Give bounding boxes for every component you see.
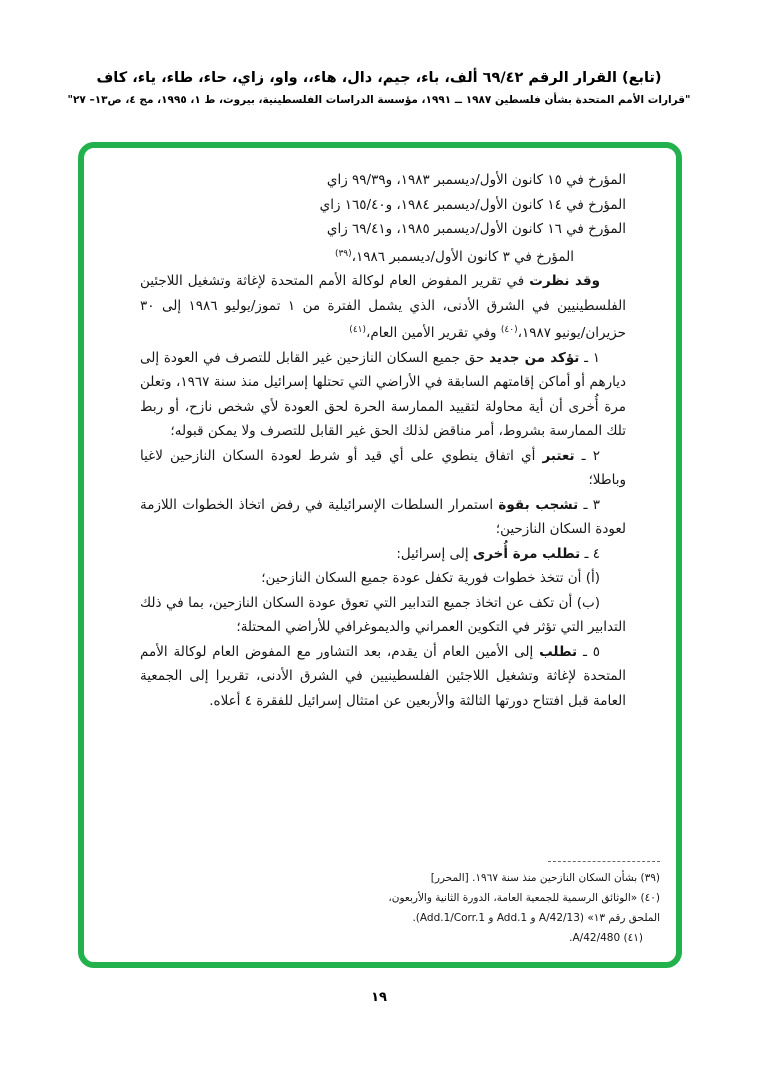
- source-citation: "قرارات الأمم المتحدة بشأن فلسطين ١٩٨٧ ــ ١٩٩١، مؤسسة الدراسات الفلسطينية، بيروت، ط ١، ١٩٩٥، مج ٤، ص١٣– ٢٧": [67, 94, 691, 106]
- text-run: المؤرخ في ١٥ كانون الأول/ديسمبر ١٩٨٣، و٩٩/٣٩ زاي: [326, 172, 626, 188]
- text-run: (٣٩) بشأن السكان النازحين منذ سنة ١٩٦٧. [المحرر]: [430, 872, 660, 884]
- footnote-section: [354, 861, 660, 948]
- footnote: [354, 888, 660, 928]
- text-run: إلى إسرائيل:: [396, 545, 473, 562]
- body-paragraph: [140, 269, 626, 346]
- footnote: [354, 928, 660, 948]
- body-paragraph: [140, 640, 626, 714]
- body-paragraph: [140, 542, 626, 567]
- bold-text-run: تطلب: [539, 643, 578, 660]
- footnote-ref: (٣٩): [334, 248, 352, 259]
- text-run: ٤ ـ: [580, 545, 600, 562]
- bold-text-run: تؤكد من جديد: [489, 349, 580, 366]
- text-run: ٢ ـ: [574, 447, 600, 464]
- footnote-ref: (٤٠): [500, 325, 518, 335]
- content-frame: [78, 142, 682, 968]
- text-run: ٥ ـ: [577, 643, 600, 660]
- bold-text-run: تعتبر: [542, 447, 575, 464]
- text-run: المؤرخ في ٣ كانون الأول/ديسمبر ١٩٨٦،: [351, 248, 574, 265]
- text-run: (٤٠) «الوثائق الرسمية للجمعية العامة، الدورة الثانية والأربعون، الملحق رقم ١٣» (A/42/13 و Add.1 و Add.1/Corr.1).: [388, 892, 660, 924]
- preamble-line: [140, 217, 626, 242]
- page-number: ١٩: [371, 990, 387, 1005]
- text-run: (أ) أن تتخذ خطوات فورية تكفل عودة جميع السكان النازحين؛: [261, 570, 600, 586]
- text-run: استمرار السلطات الإسرائيلية في رفض اتخاذ الخطوات اللازمة لعودة السكان النازحين؛: [140, 496, 626, 537]
- body-paragraph: [140, 591, 626, 640]
- body-paragraph: [140, 444, 626, 493]
- text-run: المؤرخ في ١٤ كانون الأول/ديسمبر ١٩٨٤، و١٦٥/٤٠ زاي: [319, 196, 626, 213]
- text-run: ١ ـ: [579, 349, 600, 366]
- body-paragraph: [140, 346, 626, 444]
- text-run: ٣ ـ: [578, 496, 600, 513]
- text-run: (٤١) A/42/480.: [569, 932, 643, 944]
- page-header: [0, 70, 758, 106]
- text-run: إلى الأمين العام أن يقدم، بعد التشاور مع المفوض العام لوكالة الأمم المتحدة لإغاثة وتشغيل اللاجئين الفلسطينيين في الشرق الأدنى، تقريرا إلى الجمعية العامة قبل افتتاح دورتها الثالثة والأربعين عن امتثال إسرائيل للفقرة ٤ أعلاه.: [140, 643, 626, 709]
- text-run: (ب) أن تكف عن اتخاذ جميع التدابير التي تعوق عودة السكان النازحين، بما في ذلك التدابير التي تؤثر في التكوين العمراني والديموغرافي للأراضي المحتلة؛: [140, 594, 626, 635]
- text-run: في تقرير المفوض العام لوكالة الأمم المتحدة لإغاثة وتشغيل اللاجئين الفلسطينيين في الشرق الأدنى، الذي يشمل الفترة من ١ تموز/يوليو ١٩٨٦ إلى ٣٠ حزيران/يونيو ١٩٨٧،: [140, 273, 626, 341]
- preamble-line: [140, 242, 626, 270]
- bold-text-run: تطلب مرة أُخرى: [472, 545, 581, 562]
- footnote: [354, 868, 660, 888]
- text-run: أي اتفاق ينطوي على أي قيد أو شرط لعودة السكان النازحين لاغيا وباطلا؛: [140, 447, 626, 488]
- text-run: المؤرخ في ١٦ كانون الأول/ديسمبر ١٩٨٥، و٦٩/٤١ زاي: [326, 221, 626, 237]
- text-run: وفي تقرير الأمين العام،: [366, 325, 501, 341]
- footnotes-list: [354, 868, 660, 948]
- text-run: حق جميع السكان النازحين غير القابل للتصرف في العودة إلى ديارهم أو أماكن إقامتهم السابقة في الأراضي التي تحتلها إسرائيل منذ سنة ١٩٦٧، وتعلن مرة أُخرى أن أية محاولة لتقييد الممارسة الحرة لحق العودة لأي شخص نازح، أو ربط تلك الممارسة بشروط، أمر مناقض لذلك الحق غير القابل للتصرف ولا يمكن قبوله؛: [140, 349, 626, 439]
- footnote-separator: [548, 861, 660, 862]
- footnote-ref: (٤١): [349, 325, 366, 335]
- document-body: [140, 168, 626, 713]
- resolution-title: (تابع) القرار الرقم ٦٩/٤٢ ألف، باء، جيم، دال، هاء،، واو، زاي، حاء، طاء، ياء، كاف: [96, 70, 662, 86]
- body-paragraph: [140, 493, 626, 542]
- preamble-line: [140, 193, 626, 218]
- body-paragraph: [140, 566, 626, 591]
- preamble-line: [140, 168, 626, 193]
- bold-text-run: تشجب بقوة: [498, 496, 579, 513]
- bold-text-run: وقد نظرت: [529, 273, 600, 289]
